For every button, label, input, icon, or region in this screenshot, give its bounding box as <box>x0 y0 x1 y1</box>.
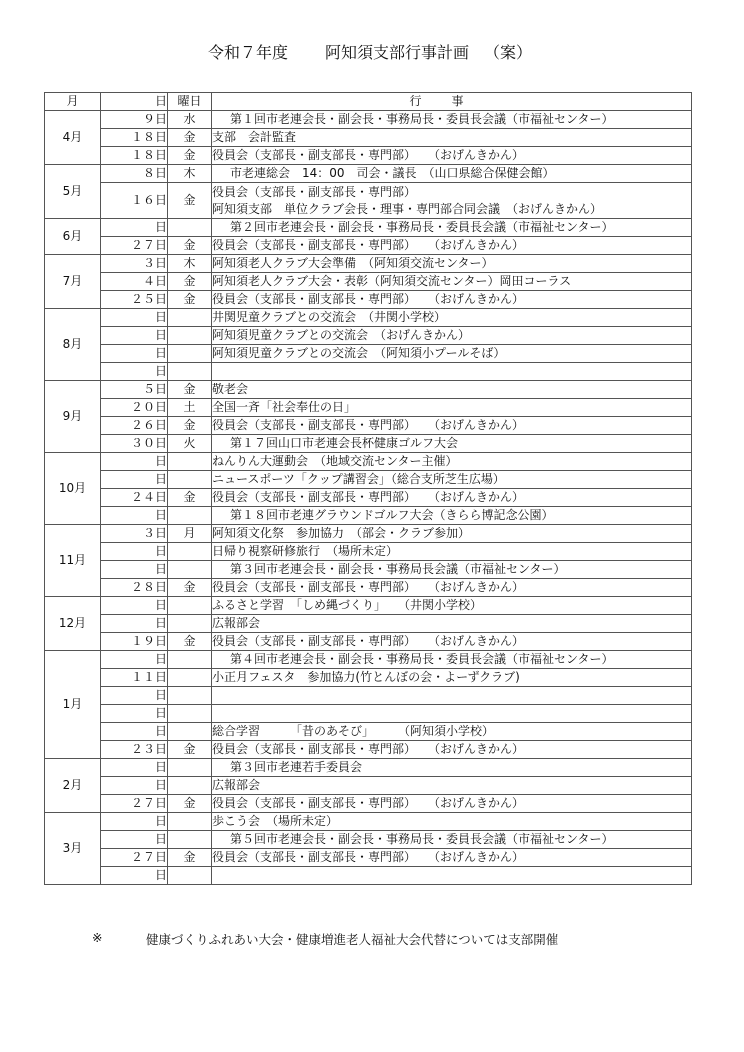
weekday-cell <box>168 831 212 849</box>
weekday-cell <box>168 705 212 723</box>
event-cell: 役員会（支部長・副支部長・専門部） （おげんきかん） <box>212 795 692 813</box>
day-cell: 日 <box>101 723 168 741</box>
document-title <box>0 40 744 70</box>
weekday-cell <box>168 813 212 831</box>
weekday-cell <box>168 327 212 345</box>
month-cell: 9月 <box>45 381 101 453</box>
title-year: 令和７年度 <box>208 43 289 62</box>
month-cell: 11月 <box>45 525 101 597</box>
table-row <box>45 849 692 867</box>
day-cell: 日 <box>101 831 168 849</box>
weekday-cell: 金 <box>168 291 212 309</box>
day-cell: ２０日 <box>101 399 168 417</box>
day-cell: １６日 <box>101 183 168 219</box>
day-cell: ４日 <box>101 273 168 291</box>
day-cell: 日 <box>101 867 168 885</box>
weekday-cell: 金 <box>168 381 212 399</box>
event-cell: 阿知須文化祭 参加協力 （部会・クラブ参加） <box>212 525 692 543</box>
weekday-cell: 火 <box>168 435 212 453</box>
table-row <box>45 453 692 471</box>
day-cell: ２５日 <box>101 291 168 309</box>
event-cell: 第１８回市老連グラウンドゴルフ大会（きらら博記念公園） <box>212 507 692 525</box>
event-cell: 役員会（支部長・副支部長・専門部） （おげんきかん） <box>212 291 692 309</box>
weekday-cell: 金 <box>168 741 212 759</box>
table-row <box>45 471 692 489</box>
event-line: 役員会（支部長・副支部長・専門部） <box>212 184 417 199</box>
day-cell: １８日 <box>101 147 168 165</box>
day-cell: 日 <box>101 615 168 633</box>
event-cell: 総合学習 「昔のあそび」 （阿知須小学校） <box>212 723 692 741</box>
weekday-cell <box>168 597 212 615</box>
event-cell: 役員会（支部長・副支部長・専門部） （おげんきかん） <box>212 489 692 507</box>
month-cell: 10月 <box>45 453 101 525</box>
event-cell: 第１７回山口市老連会長杯健康ゴルフ大会 <box>212 435 692 453</box>
event-cell: 役員会（支部長・副支部長・専門部） （おげんきかん） <box>212 237 692 255</box>
day-cell: 日 <box>101 651 168 669</box>
event-cell: 役員会（支部長・副支部長・専門部） （おげんきかん） <box>212 633 692 651</box>
schedule-body <box>45 111 692 885</box>
month-cell: 7月 <box>45 255 101 309</box>
event-cell: 敬老会 <box>212 381 692 399</box>
title-draft: （案） <box>484 43 533 62</box>
table-row <box>45 129 692 147</box>
event-cell: ふるさと学習 「しめ縄づくり」 （井関小学校） <box>212 597 692 615</box>
weekday-cell <box>168 687 212 705</box>
weekday-cell <box>168 561 212 579</box>
header-event: 行事 <box>212 93 692 111</box>
table-row <box>45 381 692 399</box>
day-cell: 日 <box>101 453 168 471</box>
header-dow: 曜日 <box>168 93 212 111</box>
table-row <box>45 633 692 651</box>
month-cell: 4月 <box>45 111 101 165</box>
table-row <box>45 219 692 237</box>
weekday-cell <box>168 219 212 237</box>
table-row <box>45 795 692 813</box>
event-cell <box>212 705 692 723</box>
weekday-cell <box>168 777 212 795</box>
table-row <box>45 759 692 777</box>
day-cell: 日 <box>101 363 168 381</box>
event-cell: 歩こう会 （場所未定） <box>212 813 692 831</box>
weekday-cell: 金 <box>168 489 212 507</box>
day-cell: 日 <box>101 813 168 831</box>
day-cell: ３日 <box>101 255 168 273</box>
table-row <box>45 597 692 615</box>
table-row <box>45 111 692 129</box>
month-cell: 1月 <box>45 651 101 759</box>
event-cell <box>212 183 692 219</box>
event-cell: 支部 会計監査 <box>212 129 692 147</box>
day-cell: ２６日 <box>101 417 168 435</box>
day-cell: ２４日 <box>101 489 168 507</box>
weekday-cell: 木 <box>168 165 212 183</box>
day-cell: ９日 <box>101 111 168 129</box>
weekday-cell: 金 <box>168 129 212 147</box>
day-cell: ２７日 <box>101 795 168 813</box>
weekday-cell <box>168 471 212 489</box>
table-row <box>45 147 692 165</box>
table-row <box>45 723 692 741</box>
month-cell: 12月 <box>45 597 101 651</box>
table-row <box>45 327 692 345</box>
event-cell: ニュースポーツ「クップ講習会」（総合支所芝生広場） <box>212 471 692 489</box>
event-cell: 阿知須児童クラブとの交流会 （阿知須小プールそば） <box>212 345 692 363</box>
weekday-cell <box>168 309 212 327</box>
table-row <box>45 399 692 417</box>
table-row <box>45 777 692 795</box>
month-cell: 6月 <box>45 219 101 255</box>
event-cell: 日帰り視察研修旅行 （場所未定） <box>212 543 692 561</box>
event-cell: 第３回市老連若手委員会 <box>212 759 692 777</box>
event-cell: 役員会（支部長・副支部長・専門部） （おげんきかん） <box>212 579 692 597</box>
event-cell: 第１回市老連会長・副会長・事務局長・委員長会議（市福祉センター） <box>212 111 692 129</box>
table-row <box>45 363 692 381</box>
weekday-cell <box>168 723 212 741</box>
table-row <box>45 255 692 273</box>
table-row <box>45 561 692 579</box>
event-cell: 広報部会 <box>212 615 692 633</box>
day-cell: 日 <box>101 543 168 561</box>
weekday-cell <box>168 507 212 525</box>
day-cell: ５日 <box>101 381 168 399</box>
weekday-cell <box>168 345 212 363</box>
event-cell: 井関児童クラブとの交流会 （井関小学校） <box>212 309 692 327</box>
table-row <box>45 687 692 705</box>
table-row <box>45 651 692 669</box>
weekday-cell <box>168 867 212 885</box>
weekday-cell: 金 <box>168 633 212 651</box>
event-cell: 阿知須老人クラブ大会・表彰（阿知須交流センター）岡田コーラス <box>212 273 692 291</box>
month-cell: 2月 <box>45 759 101 813</box>
day-cell: ３０日 <box>101 435 168 453</box>
weekday-cell <box>168 453 212 471</box>
table-row <box>45 543 692 561</box>
day-cell: １１日 <box>101 669 168 687</box>
day-cell: 日 <box>101 345 168 363</box>
header-day: 日 <box>101 93 168 111</box>
day-cell: ３日 <box>101 525 168 543</box>
header-month: 月 <box>45 93 101 111</box>
table-row <box>45 345 692 363</box>
table-row <box>45 291 692 309</box>
weekday-cell: 木 <box>168 255 212 273</box>
event-cell: 役員会（支部長・副支部長・専門部） （おげんきかん） <box>212 849 692 867</box>
day-cell: 日 <box>101 471 168 489</box>
table-row <box>45 525 692 543</box>
weekday-cell: 金 <box>168 147 212 165</box>
day-cell: １８日 <box>101 129 168 147</box>
month-cell: 3月 <box>45 813 101 885</box>
month-cell: 8月 <box>45 309 101 381</box>
weekday-cell <box>168 363 212 381</box>
day-cell: ２８日 <box>101 579 168 597</box>
weekday-cell: 金 <box>168 183 212 219</box>
event-cell: ねんりん大運動会 （地域交流センター主催） <box>212 453 692 471</box>
table-row <box>45 237 692 255</box>
table-row <box>45 669 692 687</box>
day-cell: ２７日 <box>101 237 168 255</box>
weekday-cell <box>168 669 212 687</box>
day-cell: １９日 <box>101 633 168 651</box>
day-cell: 日 <box>101 309 168 327</box>
table-row <box>45 273 692 291</box>
table-row <box>45 309 692 327</box>
event-cell: 第２回市老連会長・副会長・事務局長・委員長会議（市福祉センター） <box>212 219 692 237</box>
footnote-text: 健康づくりふれあい大会・健康増進老人福祉大会代替については支部開催 <box>146 932 559 947</box>
weekday-cell: 金 <box>168 273 212 291</box>
event-cell: 市老連総会 14：00 司会・議長 （山口県総合保健会館） <box>212 165 692 183</box>
event-cell: 第４回市老連会長・副会長・事務局長・委員長会議（市福祉センター） <box>212 651 692 669</box>
table-row <box>45 165 692 183</box>
day-cell: 日 <box>101 219 168 237</box>
weekday-cell: 金 <box>168 849 212 867</box>
weekday-cell: 水 <box>168 111 212 129</box>
title-name: 阿知須支部行事計画 <box>325 43 470 62</box>
event-cell <box>212 363 692 381</box>
footnote-mark: ※ <box>92 930 103 945</box>
table-row <box>45 435 692 453</box>
event-cell: 小正月フェスタ 参加協力(竹とんぼの会・よーずクラブ) <box>212 669 692 687</box>
schedule-table <box>44 92 692 885</box>
table-row <box>45 705 692 723</box>
table-row <box>45 417 692 435</box>
weekday-cell <box>168 651 212 669</box>
weekday-cell: 土 <box>168 399 212 417</box>
weekday-cell <box>168 543 212 561</box>
day-cell: ８日 <box>101 165 168 183</box>
weekday-cell: 金 <box>168 579 212 597</box>
day-cell: 日 <box>101 597 168 615</box>
weekday-cell <box>168 759 212 777</box>
month-cell: 5月 <box>45 165 101 219</box>
event-cell <box>212 687 692 705</box>
table-row <box>45 867 692 885</box>
day-cell: 日 <box>101 777 168 795</box>
table-row <box>45 831 692 849</box>
day-cell: 日 <box>101 705 168 723</box>
table-row <box>45 615 692 633</box>
event-cell: 第５回市老連会長・副会長・事務局長・委員長会議（市福祉センター） <box>212 831 692 849</box>
table-row <box>45 741 692 759</box>
event-cell: 役員会（支部長・副支部長・専門部） （おげんきかん） <box>212 417 692 435</box>
event-cell: 第３回市老連会長・副会長・事務局長会議（市福祉センター） <box>212 561 692 579</box>
event-cell: 役員会（支部長・副支部長・専門部） （おげんきかん） <box>212 741 692 759</box>
weekday-cell: 金 <box>168 795 212 813</box>
day-cell: ２７日 <box>101 849 168 867</box>
weekday-cell: 月 <box>168 525 212 543</box>
table-row <box>45 183 692 219</box>
weekday-cell: 金 <box>168 237 212 255</box>
table-row <box>45 507 692 525</box>
event-cell <box>212 867 692 885</box>
day-cell: 日 <box>101 507 168 525</box>
event-cell: 阿知須老人クラブ大会準備 （阿知須交流センター） <box>212 255 692 273</box>
day-cell: 日 <box>101 561 168 579</box>
table-row <box>45 579 692 597</box>
table-row <box>45 489 692 507</box>
table-header-row <box>45 93 692 111</box>
table-row <box>45 813 692 831</box>
weekday-cell <box>168 615 212 633</box>
weekday-cell: 金 <box>168 417 212 435</box>
event-cell: 全国一斉「社会奉仕の日」 <box>212 399 692 417</box>
event-cell: 役員会（支部長・副支部長・専門部） （おげんきかん） <box>212 147 692 165</box>
event-cell: 阿知須児童クラブとの交流会 （おげんきかん） <box>212 327 692 345</box>
day-cell: ２３日 <box>101 741 168 759</box>
day-cell: 日 <box>101 687 168 705</box>
event-line: 阿知須支部 単位クラブ会長・理事・専門部合同会議 （おげんきかん） <box>212 201 603 216</box>
day-cell: 日 <box>101 759 168 777</box>
event-cell: 広報部会 <box>212 777 692 795</box>
day-cell: 日 <box>101 327 168 345</box>
